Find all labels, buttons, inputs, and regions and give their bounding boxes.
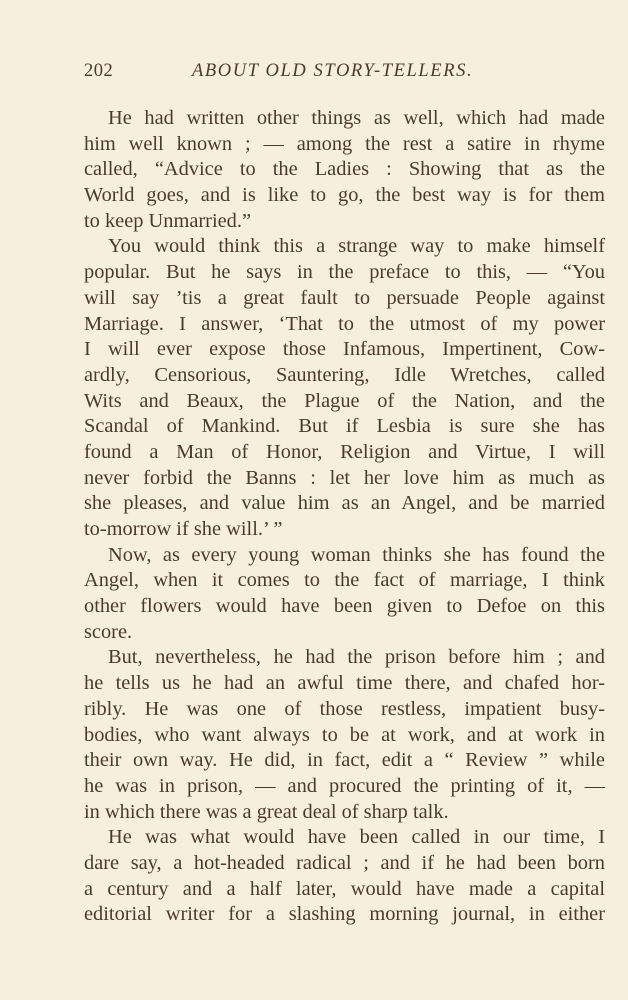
text-line: popular. But he says in the preface to this, — “You — [84, 261, 605, 284]
text-line: in which there was a great deal of sharp talk. — [84, 800, 449, 823]
text-line: him well known ; — among the rest a satire in rhyme — [84, 132, 605, 155]
text-line: Wits and Beaux, the Plague of the Nation, and the — [84, 389, 605, 412]
text-line: will say ’tis a great fault to persuade People against — [84, 286, 605, 309]
text-line: ardly, Censorious, Sauntering, Idle Wretches, called — [84, 363, 605, 386]
text-line: dare say, a hot-headed radical ; and if he had been born — [84, 851, 605, 874]
text-line: to-morrow if she will.’ ” — [84, 518, 283, 540]
text-line: World goes, and is like to go, the best way is for them — [84, 184, 605, 207]
text-line: Marriage. I answer, ‘That to the utmost of my power — [84, 312, 605, 335]
text-line: a century and a half later, would have made a capital — [84, 877, 605, 900]
text-line: I will ever expose those Infamous, Impertinent, Cow- — [84, 338, 605, 361]
text-line: he tells us he had an awful time there, and chafed hor- — [84, 672, 605, 695]
text-line: other flowers would have been given to Defoe on this — [84, 595, 605, 618]
page-header — [84, 61, 604, 89]
text-line: editorial writer for a slashing morning journal, in either — [84, 903, 605, 926]
text-line: Now, as every young woman thinks she has found the — [108, 543, 605, 566]
text-line: never forbid the Banns : let her love him as much as — [84, 466, 605, 489]
text-line: Angel, when it comes to the fact of marriage, I think — [84, 569, 605, 592]
text-line: Scandal of Mankind. But if Lesbia is sure she has — [84, 415, 605, 438]
text-line: You would think this a strange way to make himself — [108, 235, 605, 258]
body-text — [84, 106, 605, 928]
text-line: He had written other things as well, which had made — [108, 107, 605, 129]
running-head: ABOUT OLD STORY-TELLERS. — [192, 61, 474, 81]
text-line: called, “Advice to the Ladies : Showing that as the — [84, 158, 605, 181]
text-line: found a Man of Honor, Religion and Virtue, I will — [84, 440, 605, 463]
text-line: ribly. He was one of those restless, impatient busy- — [84, 697, 605, 720]
text-line: But, nevertheless, he had the prison before him ; and — [108, 646, 605, 669]
page-number: 202 — [84, 61, 114, 81]
text-line: He was what would have been called in our time, I — [108, 826, 605, 849]
text-line: to keep Unmarried.” — [84, 209, 252, 232]
text-line: score. — [84, 620, 133, 643]
text-line: bodies, who want always to be at work, and at work in — [84, 723, 605, 746]
text-line: he was in prison, — and procured the printing of it, — — [84, 774, 605, 797]
text-line: their own way. He did, in fact, edit a “ Review ” while — [84, 749, 605, 772]
text-line: she pleases, and value him as an Angel, and be married — [84, 492, 605, 515]
